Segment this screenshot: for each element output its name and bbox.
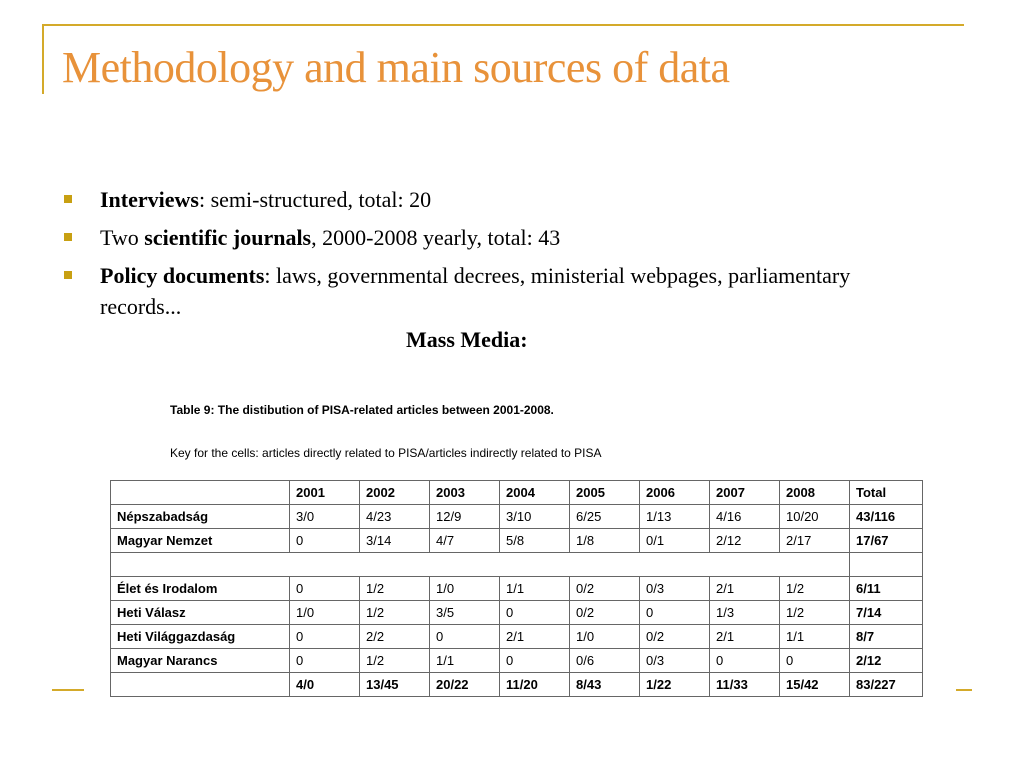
table-cell: 1/0	[430, 577, 500, 601]
row-label: Heti Válasz	[111, 601, 290, 625]
table-cell: 11/33	[710, 673, 780, 697]
table-cell: 10/20	[780, 505, 850, 529]
table-cell: 0/3	[640, 577, 710, 601]
top-rule	[42, 24, 964, 26]
row-label: Magyar Narancs	[111, 649, 290, 673]
table-cell: 2007	[710, 481, 780, 505]
table-cell: 1/22	[640, 673, 710, 697]
bullet-interviews	[100, 184, 920, 215]
table-cell: 0/2	[570, 601, 640, 625]
table-cell: 3/14	[360, 529, 430, 553]
table-cell: 1/0	[290, 601, 360, 625]
table-cell: 2/12	[850, 649, 923, 673]
table-cell: 0	[430, 625, 500, 649]
bullet-text: : semi-structured, total: 20	[198, 187, 432, 212]
table-cell: 4/23	[360, 505, 430, 529]
table-row	[111, 505, 923, 529]
table-cell: 1/1	[500, 577, 570, 601]
table-cell: 1/1	[780, 625, 850, 649]
subheading: Mass Media:	[406, 327, 528, 352]
bullet-journals	[100, 222, 920, 253]
table-cell: 13/45	[360, 673, 430, 697]
table-cell: 2003	[430, 481, 500, 505]
slide-title: Methodology and main sources of data	[62, 43, 730, 92]
table-cell: 83/227	[850, 673, 923, 697]
table-cell: 1/3	[710, 601, 780, 625]
table-cell	[360, 553, 430, 577]
table-cell: 1/1	[430, 649, 500, 673]
table-cell: 0	[290, 529, 360, 553]
table-cell: 2/1	[710, 625, 780, 649]
table-key: Key for the cells: articles directly related to PISA/articles indirectly related to PISA	[170, 446, 602, 460]
table-cell: 8/7	[850, 625, 923, 649]
bullet-text: : laws, governmental decrees, ministerial webpages, parliamentary records...	[100, 263, 851, 319]
table-cell	[780, 553, 850, 577]
table-cell: 1/2	[780, 601, 850, 625]
table-header-row	[111, 481, 923, 505]
table-cell	[500, 553, 570, 577]
table-cell: 1/2	[360, 649, 430, 673]
table-cell: 2002	[360, 481, 430, 505]
table-row	[111, 553, 923, 577]
table-cell: 5/8	[500, 529, 570, 553]
table-cell: 15/42	[780, 673, 850, 697]
table-cell: 4/0	[290, 673, 360, 697]
bullet-square-icon	[64, 195, 72, 203]
table-cell: 3/10	[500, 505, 570, 529]
row-label	[111, 673, 290, 697]
table-cell: 1/2	[360, 577, 430, 601]
table-cell: 0/3	[640, 649, 710, 673]
row-label: Magyar Nemzet	[111, 529, 290, 553]
bullet-square-icon	[64, 233, 72, 241]
table-cell: 4/16	[710, 505, 780, 529]
table-cell	[850, 553, 923, 577]
row-label: Élet és Irodalom	[111, 577, 290, 601]
table-cell: 2005	[570, 481, 640, 505]
table-cell: 17/67	[850, 529, 923, 553]
bullet-policy	[100, 260, 920, 322]
row-label: Heti Világgazdaság	[111, 625, 290, 649]
table-cell: 8/43	[570, 673, 640, 697]
table-cell: 0/2	[570, 577, 640, 601]
table-cell: 2004	[500, 481, 570, 505]
table-cell: 0	[500, 601, 570, 625]
table-cell: 2/1	[710, 577, 780, 601]
table-row	[111, 577, 923, 601]
table-cell: 43/116	[850, 505, 923, 529]
table-cell: 3/5	[430, 601, 500, 625]
table-cell	[430, 553, 500, 577]
bullet-square-icon	[64, 271, 72, 279]
table-cell	[570, 553, 640, 577]
table-cell: Total	[850, 481, 923, 505]
table-cell: 0	[640, 601, 710, 625]
table-cell: 6/11	[850, 577, 923, 601]
table-cell: 0	[290, 577, 360, 601]
row-label	[111, 553, 290, 577]
table-cell: 6/25	[570, 505, 640, 529]
table-cell: 11/20	[500, 673, 570, 697]
table-cell	[290, 553, 360, 577]
table-row	[111, 625, 923, 649]
bottom-rule-left	[52, 689, 84, 691]
table-cell: 1/2	[780, 577, 850, 601]
table-cell: 2008	[780, 481, 850, 505]
table-cell: 4/7	[430, 529, 500, 553]
table-totals-row	[111, 673, 923, 697]
table-cell: 1/8	[570, 529, 640, 553]
row-label	[111, 481, 290, 505]
bottom-rule-right	[956, 689, 972, 691]
table-cell: 0	[710, 649, 780, 673]
table-cell: 0/1	[640, 529, 710, 553]
table-row	[111, 649, 923, 673]
articles-table	[110, 480, 923, 697]
bullet-bold: Interviews	[100, 187, 199, 212]
table-cell: 1/2	[360, 601, 430, 625]
table-cell: 0/2	[640, 625, 710, 649]
table-cell: 2/2	[360, 625, 430, 649]
table-cell: 20/22	[430, 673, 500, 697]
table-cell: 12/9	[430, 505, 500, 529]
table-cell: 1/13	[640, 505, 710, 529]
table-cell: 2/12	[710, 529, 780, 553]
bullet-pre: Two	[100, 225, 145, 250]
bullet-bold: Policy documents	[100, 263, 265, 288]
table-cell: 0	[500, 649, 570, 673]
table-cell	[640, 553, 710, 577]
table-cell: 2/17	[780, 529, 850, 553]
table-row	[111, 529, 923, 553]
table-cell: 0	[290, 625, 360, 649]
table-caption: Table 9: The distibution of PISA-related articles between 2001-2008.	[170, 403, 554, 417]
left-rule	[42, 24, 44, 94]
table-cell: 0	[290, 649, 360, 673]
table-cell: 7/14	[850, 601, 923, 625]
row-label: Népszabadság	[111, 505, 290, 529]
table-cell: 1/0	[570, 625, 640, 649]
table-cell: 0/6	[570, 649, 640, 673]
bullet-text: , 2000-2008 yearly, total: 43	[311, 225, 561, 250]
table-cell: 2/1	[500, 625, 570, 649]
table-row	[111, 601, 923, 625]
table-cell	[710, 553, 780, 577]
bullet-bold: scientific journals	[144, 225, 312, 250]
table-cell: 0	[780, 649, 850, 673]
table-cell: 2001	[290, 481, 360, 505]
table-cell: 3/0	[290, 505, 360, 529]
table-cell: 2006	[640, 481, 710, 505]
